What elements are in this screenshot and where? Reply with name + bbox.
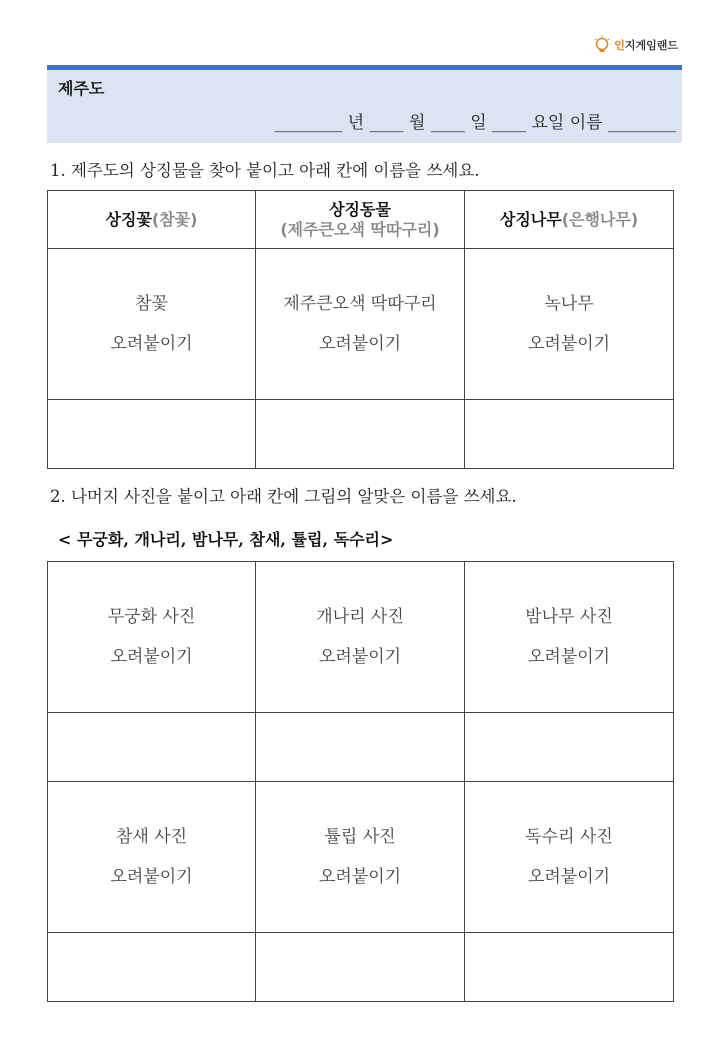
header-symbol-flower: [48, 191, 256, 249]
cut-paste-label: 오려붙이기: [527, 647, 611, 667]
worksheet-header: [47, 65, 682, 143]
photo-label: 참새 사진: [115, 827, 188, 847]
photo-label: 녹나무: [544, 294, 594, 314]
photo-slot[interactable]: [48, 562, 256, 713]
photo-label: 무궁화 사진: [107, 607, 196, 627]
header-symbol-tree: [465, 191, 674, 249]
photo-label: 밤나무 사진: [525, 607, 613, 627]
name-write-cell[interactable]: [465, 713, 674, 782]
photo-label: 독수리 사진: [525, 827, 613, 847]
photo-label: 개나리 사진: [316, 607, 404, 627]
header-main: 상징나무: [499, 209, 562, 229]
instruction-1: 1. 제주도의 상징물을 찾아 붙이고 아래 칸에 이름을 쓰세요.: [50, 161, 480, 180]
photo-slot[interactable]: [256, 782, 465, 933]
photo-label: 튤립 사진: [324, 827, 396, 847]
header-main: 상징동물: [329, 199, 391, 219]
lightbulb-icon: [594, 36, 610, 54]
header-sub: (참꽃): [151, 209, 198, 229]
date-name-line: ________ 년 ____ 월 ____ 일 ____ 요일 이름 ________: [274, 113, 676, 133]
cut-paste-label: 오려붙이기: [318, 334, 402, 354]
photo-slot[interactable]: [256, 562, 465, 713]
page-title: 제주도: [58, 79, 105, 98]
cut-paste-label: 오려붙이기: [110, 867, 193, 887]
word-list: < 무궁화, 개나리, 밤나무, 참새, 튤립, 독수리>: [58, 530, 394, 549]
name-write-cell[interactable]: [256, 933, 465, 1002]
brand-name-prefix: 인: [614, 39, 625, 52]
photo-slot[interactable]: [48, 782, 256, 933]
header-sub: (제주큰오색 딱따구리): [280, 219, 440, 239]
photo-slot[interactable]: [465, 249, 674, 400]
header-sub: (은행나무): [561, 209, 639, 229]
photo-table: [47, 561, 674, 1002]
name-write-cell[interactable]: [48, 713, 256, 782]
photo-slot[interactable]: [465, 782, 674, 933]
header-symbol-animal: [256, 191, 465, 249]
cut-paste-label: 오려붙이기: [318, 647, 402, 667]
brand-name: 지게임랜드: [624, 39, 678, 52]
photo-slot[interactable]: [465, 562, 674, 713]
brand-logo: [594, 36, 678, 54]
cut-paste-label: 오려붙이기: [527, 867, 611, 887]
photo-slot[interactable]: [48, 249, 256, 400]
name-write-cell[interactable]: [48, 933, 256, 1002]
cut-paste-label: 오려붙이기: [527, 334, 611, 354]
photo-label: 제주큰오색 딱따구리: [283, 294, 437, 314]
photo-slot[interactable]: [256, 249, 465, 400]
symbol-table: [47, 190, 674, 469]
cut-paste-label: 오려붙이기: [110, 334, 193, 354]
name-write-cell[interactable]: [256, 713, 465, 782]
name-write-cell[interactable]: [465, 400, 674, 469]
name-write-cell[interactable]: [256, 400, 465, 469]
instruction-2: 2. 나머지 사진을 붙이고 아래 칸에 그림의 알맞은 이름을 쓰세요.: [50, 487, 517, 506]
name-write-cell[interactable]: [465, 933, 674, 1002]
cut-paste-label: 오려붙이기: [110, 647, 193, 667]
photo-label: 참꽃: [135, 294, 168, 314]
header-main: 상징꽃: [105, 209, 152, 229]
cut-paste-label: 오려붙이기: [318, 867, 402, 887]
name-write-cell[interactable]: [48, 400, 256, 469]
